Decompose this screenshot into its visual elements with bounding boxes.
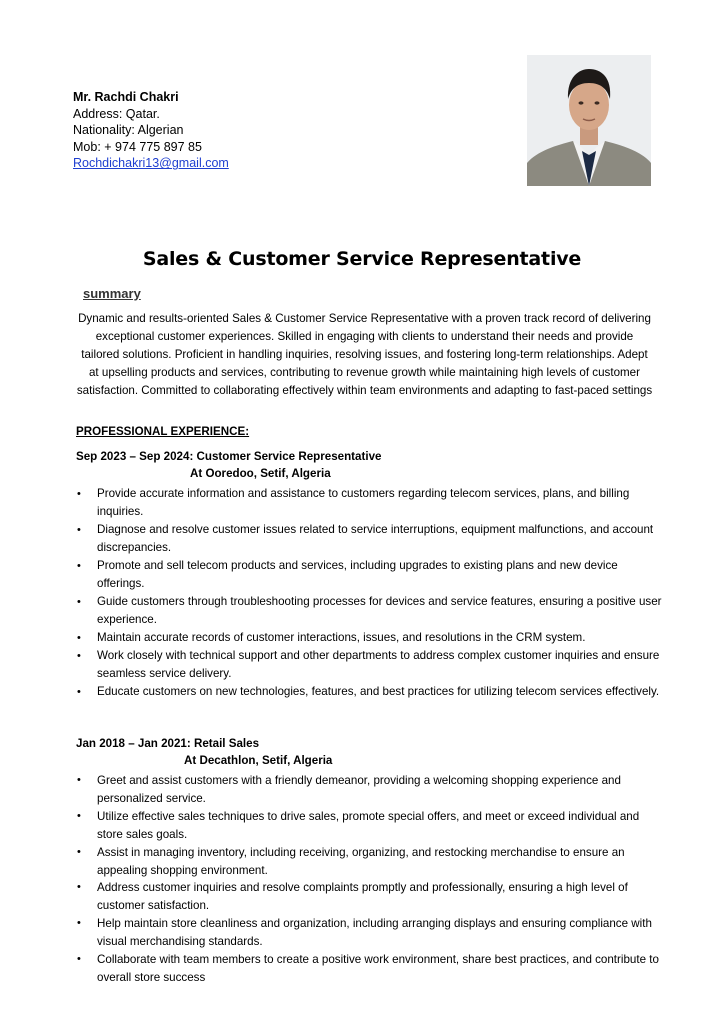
bullet-icon: •	[77, 596, 81, 608]
list-item	[76, 951, 666, 987]
bullet-text: Utilize effective sales techniques to drive sales, promote special offers, and meet or exceed individual and store sales goals.	[97, 809, 640, 841]
list-item	[76, 521, 666, 557]
list-item	[76, 844, 666, 880]
bullet-icon: •	[77, 917, 81, 930]
list-item	[76, 629, 666, 647]
contact-block	[73, 89, 229, 172]
bullet-text: Maintain accurate records of customer interactions, issues, and resolutions in the CRM system.	[97, 631, 586, 644]
list-item	[76, 808, 666, 844]
list-item	[76, 915, 666, 951]
bullet-icon: •	[77, 774, 81, 786]
email-link[interactable]: Rochdichakri13@gmail.com	[73, 156, 229, 171]
profile-photo	[527, 55, 651, 186]
summary-text: Dynamic and results-oriented Sales & Customer Service Representative with a proven track record of delivering exceptional customer experiences. Skilled in engaging with clients to understand their needs and provide tailored solutions. Proficient in handling inquiries, resolving issues, and fostering long-term relationships. Adept at upselling products and services, contributing to revenue growth while maintaining high levels of customer satisfaction. Committed to collaborating effectively within team environments and adapting to fast-paced settings	[76, 312, 653, 397]
bullet-text: Collaborate with team members to create a positive work environment, share best practices, and contribute to overall store success	[97, 953, 659, 984]
bullet-text: Guide customers through troubleshooting processes for devices and service features, ensuring a positive user experience.	[97, 595, 662, 626]
bullet-icon: •	[77, 632, 81, 644]
address: Address: Qatar.	[73, 106, 160, 121]
bullet-icon: •	[77, 524, 81, 536]
job-company: At Ooredoo, Setif, Algeria	[190, 467, 331, 480]
bullet-text: Help maintain store cleanliness and organization, including arranging displays and ensuring compliance with visual merchandising standards.	[97, 917, 652, 949]
bullet-text: Promote and sell telecom products and services, including upgrades to existing plans and new device offerings.	[97, 559, 618, 590]
job-bullets	[76, 485, 666, 701]
summary-heading: summary	[83, 286, 141, 301]
bullet-text: Educate customers on new technologies, features, and best practices for utilizing telecom services effectively.	[97, 685, 660, 698]
bullet-icon: •	[77, 845, 81, 858]
bullet-icon: •	[77, 881, 81, 894]
bullet-icon: •	[77, 953, 81, 966]
candidate-name: Mr. Rachdi Chakri	[73, 90, 179, 104]
job-date-title: Jan 2018 – Jan 2021: Retail Sales	[76, 737, 260, 750]
list-item	[76, 557, 666, 593]
experience-heading: PROFESSIONAL EXPERIENCE:	[76, 425, 250, 438]
list-item	[76, 593, 666, 629]
resume-title: Sales & Customer Service Representative	[142, 248, 582, 270]
job-bullets	[76, 772, 666, 987]
bullet-text: Assist in managing inventory, including receiving, organizing, and restocking merchandise to ensure an appealing shopping environment.	[97, 845, 625, 877]
list-item	[76, 879, 666, 915]
bullet-text: Provide accurate information and assistance to customers regarding telecom services, plans, and billing inquiries.	[97, 487, 630, 518]
job-company: At Decathlon, Setif, Algeria	[184, 754, 333, 767]
job-date-title: Sep 2023 – Sep 2024: Customer Service Representative	[76, 450, 382, 463]
bullet-text: Address customer inquiries and resolve complaints promptly and professionally, ensuring a high level of customer satisfaction.	[97, 881, 628, 913]
list-item	[76, 772, 666, 808]
list-item	[76, 485, 666, 521]
job-entry-decathlon	[76, 735, 666, 987]
bullet-text: Greet and assist customers with a friendly demeanor, providing a welcoming shopping experience and personalized service.	[97, 774, 621, 805]
bullet-text: Diagnose and resolve customer issues related to service interruptions, equipment malfunctions, and account discrepancies.	[97, 523, 654, 554]
bullet-icon: •	[77, 650, 81, 662]
bullet-icon: •	[77, 809, 81, 822]
bullet-icon: •	[77, 488, 81, 500]
nationality: Nationality: Algerian	[73, 123, 184, 138]
bullet-text: Work closely with technical support and other departments to address complex customer inquiries and ensure seamless service delivery.	[97, 649, 660, 680]
list-item	[76, 647, 666, 683]
job-entry-ooredoo	[76, 448, 666, 701]
list-item	[76, 683, 666, 701]
bullet-icon: •	[77, 686, 81, 698]
mobile: Mob: + 974 775 897 85	[73, 139, 202, 154]
bullet-icon: •	[77, 560, 81, 572]
